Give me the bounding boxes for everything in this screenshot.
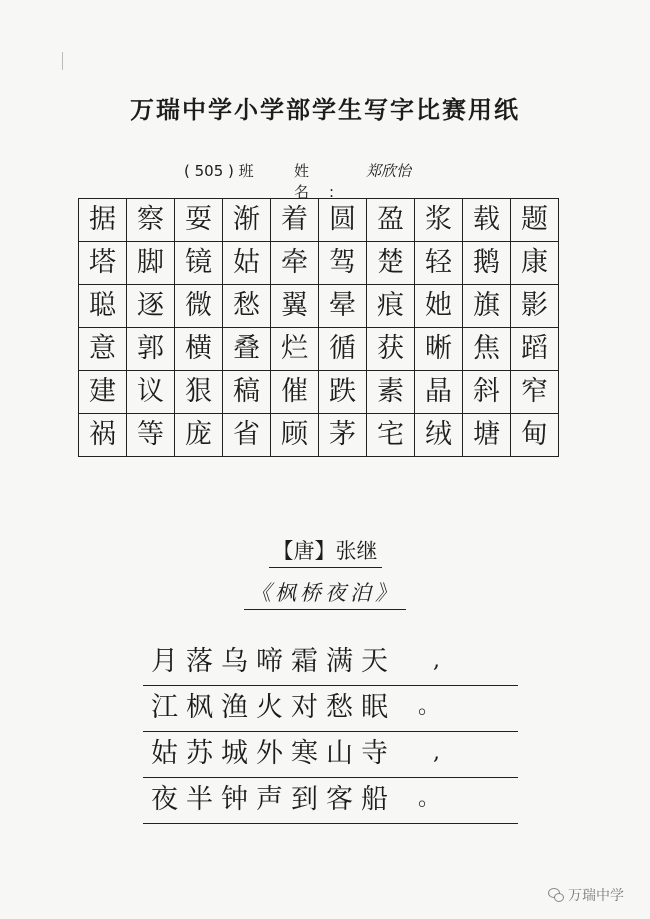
grid-cell: 塔 <box>79 242 127 285</box>
grid-cell: 素 <box>367 371 415 414</box>
poem-line <box>143 640 518 686</box>
student-name: 郑欣怡 <box>366 162 412 180</box>
wechat-icon <box>548 888 564 902</box>
character-grid <box>78 198 559 457</box>
grid-cell: 郭 <box>127 328 175 371</box>
poem-line <box>143 686 518 732</box>
poem-line-punctuation: 。 <box>417 694 448 719</box>
grid-cell: 省 <box>223 414 271 457</box>
poem-line-text: 夜半钟声到客船 <box>151 784 396 815</box>
grid-cell: 绒 <box>415 414 463 457</box>
grid-cell: 顾 <box>271 414 319 457</box>
grid-row <box>79 285 559 328</box>
grid-cell: 塘 <box>463 414 511 457</box>
grid-row <box>79 414 559 457</box>
grid-cell: 横 <box>175 328 223 371</box>
grid-cell: 驾 <box>319 242 367 285</box>
grid-cell: 庞 <box>175 414 223 457</box>
poem-line-punctuation: , <box>433 648 448 673</box>
poem-author <box>0 535 650 568</box>
grid-cell: 脚 <box>127 242 175 285</box>
poem-title-text: 《枫桥夜泊》 <box>244 577 406 610</box>
grid-cell: 圆 <box>319 199 367 242</box>
grid-cell: 愁 <box>223 285 271 328</box>
wechat-watermark <box>548 885 624 905</box>
grid-cell: 茅 <box>319 414 367 457</box>
grid-cell: 催 <box>271 371 319 414</box>
grid-row <box>79 242 559 285</box>
poem-line <box>143 778 518 824</box>
grid-cell: 载 <box>463 199 511 242</box>
grid-cell: 镜 <box>175 242 223 285</box>
grid-cell: 耍 <box>175 199 223 242</box>
poem-title <box>0 577 650 610</box>
grid-cell: 旗 <box>463 285 511 328</box>
grid-cell: 宅 <box>367 414 415 457</box>
grid-row <box>79 371 559 414</box>
grid-cell: 痕 <box>367 285 415 328</box>
grid-cell: 她 <box>415 285 463 328</box>
grid-cell: 翼 <box>271 285 319 328</box>
grid-row <box>79 199 559 242</box>
grid-cell: 晕 <box>319 285 367 328</box>
grid-cell: 渐 <box>223 199 271 242</box>
grid-cell: 微 <box>175 285 223 328</box>
grid-cell: 议 <box>127 371 175 414</box>
grid-cell: 窄 <box>511 371 559 414</box>
student-info <box>184 160 411 202</box>
poem-line-punctuation: 。 <box>417 786 448 811</box>
grid-cell: 轻 <box>415 242 463 285</box>
poem-line-text: 江枫渔火对愁眠 <box>151 692 396 723</box>
grid-cell: 浆 <box>415 199 463 242</box>
grid-cell: 题 <box>511 199 559 242</box>
poem-author-text: 【唐】张继 <box>269 535 382 568</box>
grid-cell: 逐 <box>127 285 175 328</box>
grid-cell: 楚 <box>367 242 415 285</box>
grid-cell: 斜 <box>463 371 511 414</box>
grid-cell: 建 <box>79 371 127 414</box>
page-title: 万瑞中学小学部学生写字比赛用纸 <box>130 96 520 124</box>
grid-cell: 跌 <box>319 371 367 414</box>
grid-cell: 循 <box>319 328 367 371</box>
grid-cell: 蹈 <box>511 328 559 371</box>
scan-mark <box>62 52 63 70</box>
grid-cell: 鹅 <box>463 242 511 285</box>
grid-cell: 盈 <box>367 199 415 242</box>
grid-cell: 姑 <box>223 242 271 285</box>
poem-line <box>143 732 518 778</box>
grid-cell: 据 <box>79 199 127 242</box>
watermark-text: 万瑞中学 <box>568 888 624 904</box>
grid-cell: 获 <box>367 328 415 371</box>
grid-cell: 意 <box>79 328 127 371</box>
name-label: 姓 名: <box>294 162 355 201</box>
grid-cell: 稿 <box>223 371 271 414</box>
poem-line-text: 月落乌啼霜满天 <box>151 646 396 677</box>
grid-cell: 叠 <box>223 328 271 371</box>
poem-line-punctuation: , <box>433 740 448 765</box>
grid-cell: 牵 <box>271 242 319 285</box>
grid-cell: 焦 <box>463 328 511 371</box>
grid-cell: 等 <box>127 414 175 457</box>
grid-cell: 晰 <box>415 328 463 371</box>
class-field: ( 505 ) 班 <box>184 162 254 180</box>
grid-cell: 康 <box>511 242 559 285</box>
grid-cell: 烂 <box>271 328 319 371</box>
grid-cell: 祸 <box>79 414 127 457</box>
grid-cell: 晶 <box>415 371 463 414</box>
grid-cell: 着 <box>271 199 319 242</box>
grid-cell: 聪 <box>79 285 127 328</box>
grid-row <box>79 328 559 371</box>
grid-cell: 甸 <box>511 414 559 457</box>
poem-line-text: 姑苏城外寒山寺 <box>151 738 396 769</box>
grid-cell: 狠 <box>175 371 223 414</box>
grid-cell: 察 <box>127 199 175 242</box>
grid-cell: 影 <box>511 285 559 328</box>
poem-lines <box>143 640 518 824</box>
